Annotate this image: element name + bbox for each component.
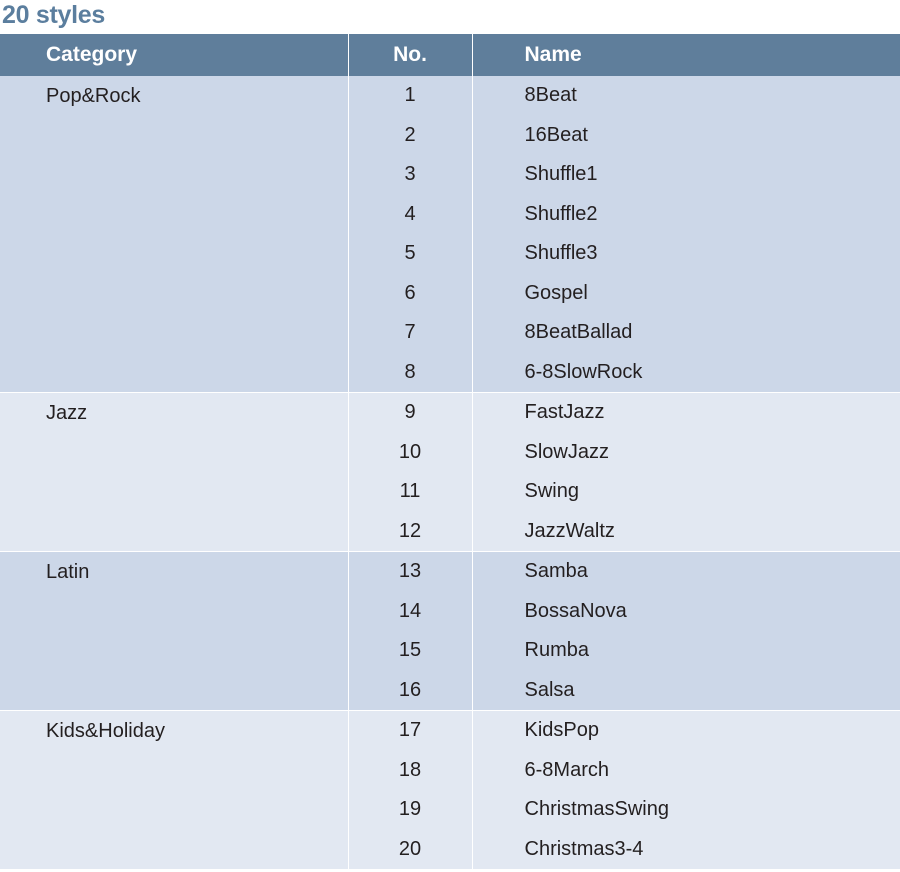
cell-name: FastJazz xyxy=(472,393,900,433)
cell-no: 7 xyxy=(348,313,472,353)
cell-no: 6 xyxy=(348,274,472,314)
cell-category: Jazz xyxy=(0,393,348,552)
cell-no: 20 xyxy=(348,830,472,870)
cell-name: Shuffle1 xyxy=(472,155,900,195)
table-row xyxy=(0,393,900,433)
column-header-category: Category xyxy=(0,34,348,76)
cell-name: 8BeatBallad xyxy=(472,313,900,353)
cell-category: Latin xyxy=(0,552,348,711)
table-header xyxy=(0,34,900,76)
cell-name: Samba xyxy=(472,552,900,592)
cell-no: 9 xyxy=(348,393,472,433)
cell-no: 13 xyxy=(348,552,472,592)
cell-name: Swing xyxy=(472,472,900,512)
column-header-name: Name xyxy=(472,34,900,76)
cell-no: 16 xyxy=(348,671,472,711)
cell-no: 18 xyxy=(348,751,472,791)
cell-no: 2 xyxy=(348,116,472,156)
cell-name: Shuffle3 xyxy=(472,234,900,274)
column-header-no: No. xyxy=(348,34,472,76)
cell-name: Rumba xyxy=(472,631,900,671)
styles-table xyxy=(0,34,900,869)
cell-name: Gospel xyxy=(472,274,900,314)
cell-no: 1 xyxy=(348,76,472,116)
cell-name: BossaNova xyxy=(472,592,900,632)
table-row xyxy=(0,711,900,751)
cell-name: Salsa xyxy=(472,671,900,711)
cell-category: Kids&Holiday xyxy=(0,711,348,870)
cell-no: 3 xyxy=(348,155,472,195)
cell-name: Shuffle2 xyxy=(472,195,900,235)
cell-no: 11 xyxy=(348,472,472,512)
table-body xyxy=(0,76,900,869)
table-row xyxy=(0,552,900,592)
cell-name: ChristmasSwing xyxy=(472,790,900,830)
cell-name: SlowJazz xyxy=(472,433,900,473)
cell-no: 5 xyxy=(348,234,472,274)
cell-no: 12 xyxy=(348,512,472,552)
cell-no: 15 xyxy=(348,631,472,671)
cell-no: 14 xyxy=(348,592,472,632)
cell-category: Pop&Rock xyxy=(0,76,348,393)
cell-no: 10 xyxy=(348,433,472,473)
page-title: 20 styles xyxy=(2,1,105,29)
cell-name: 8Beat xyxy=(472,76,900,116)
cell-no: 8 xyxy=(348,353,472,393)
cell-name: 16Beat xyxy=(472,116,900,156)
cell-name: 6-8March xyxy=(472,751,900,791)
cell-no: 17 xyxy=(348,711,472,751)
cell-name: JazzWaltz xyxy=(472,512,900,552)
cell-name: 6-8SlowRock xyxy=(472,353,900,393)
table-row xyxy=(0,76,900,116)
cell-name: Christmas3-4 xyxy=(472,830,900,870)
table-header-row xyxy=(0,34,900,76)
cell-name: KidsPop xyxy=(472,711,900,751)
cell-no: 19 xyxy=(348,790,472,830)
cell-no: 4 xyxy=(348,195,472,235)
